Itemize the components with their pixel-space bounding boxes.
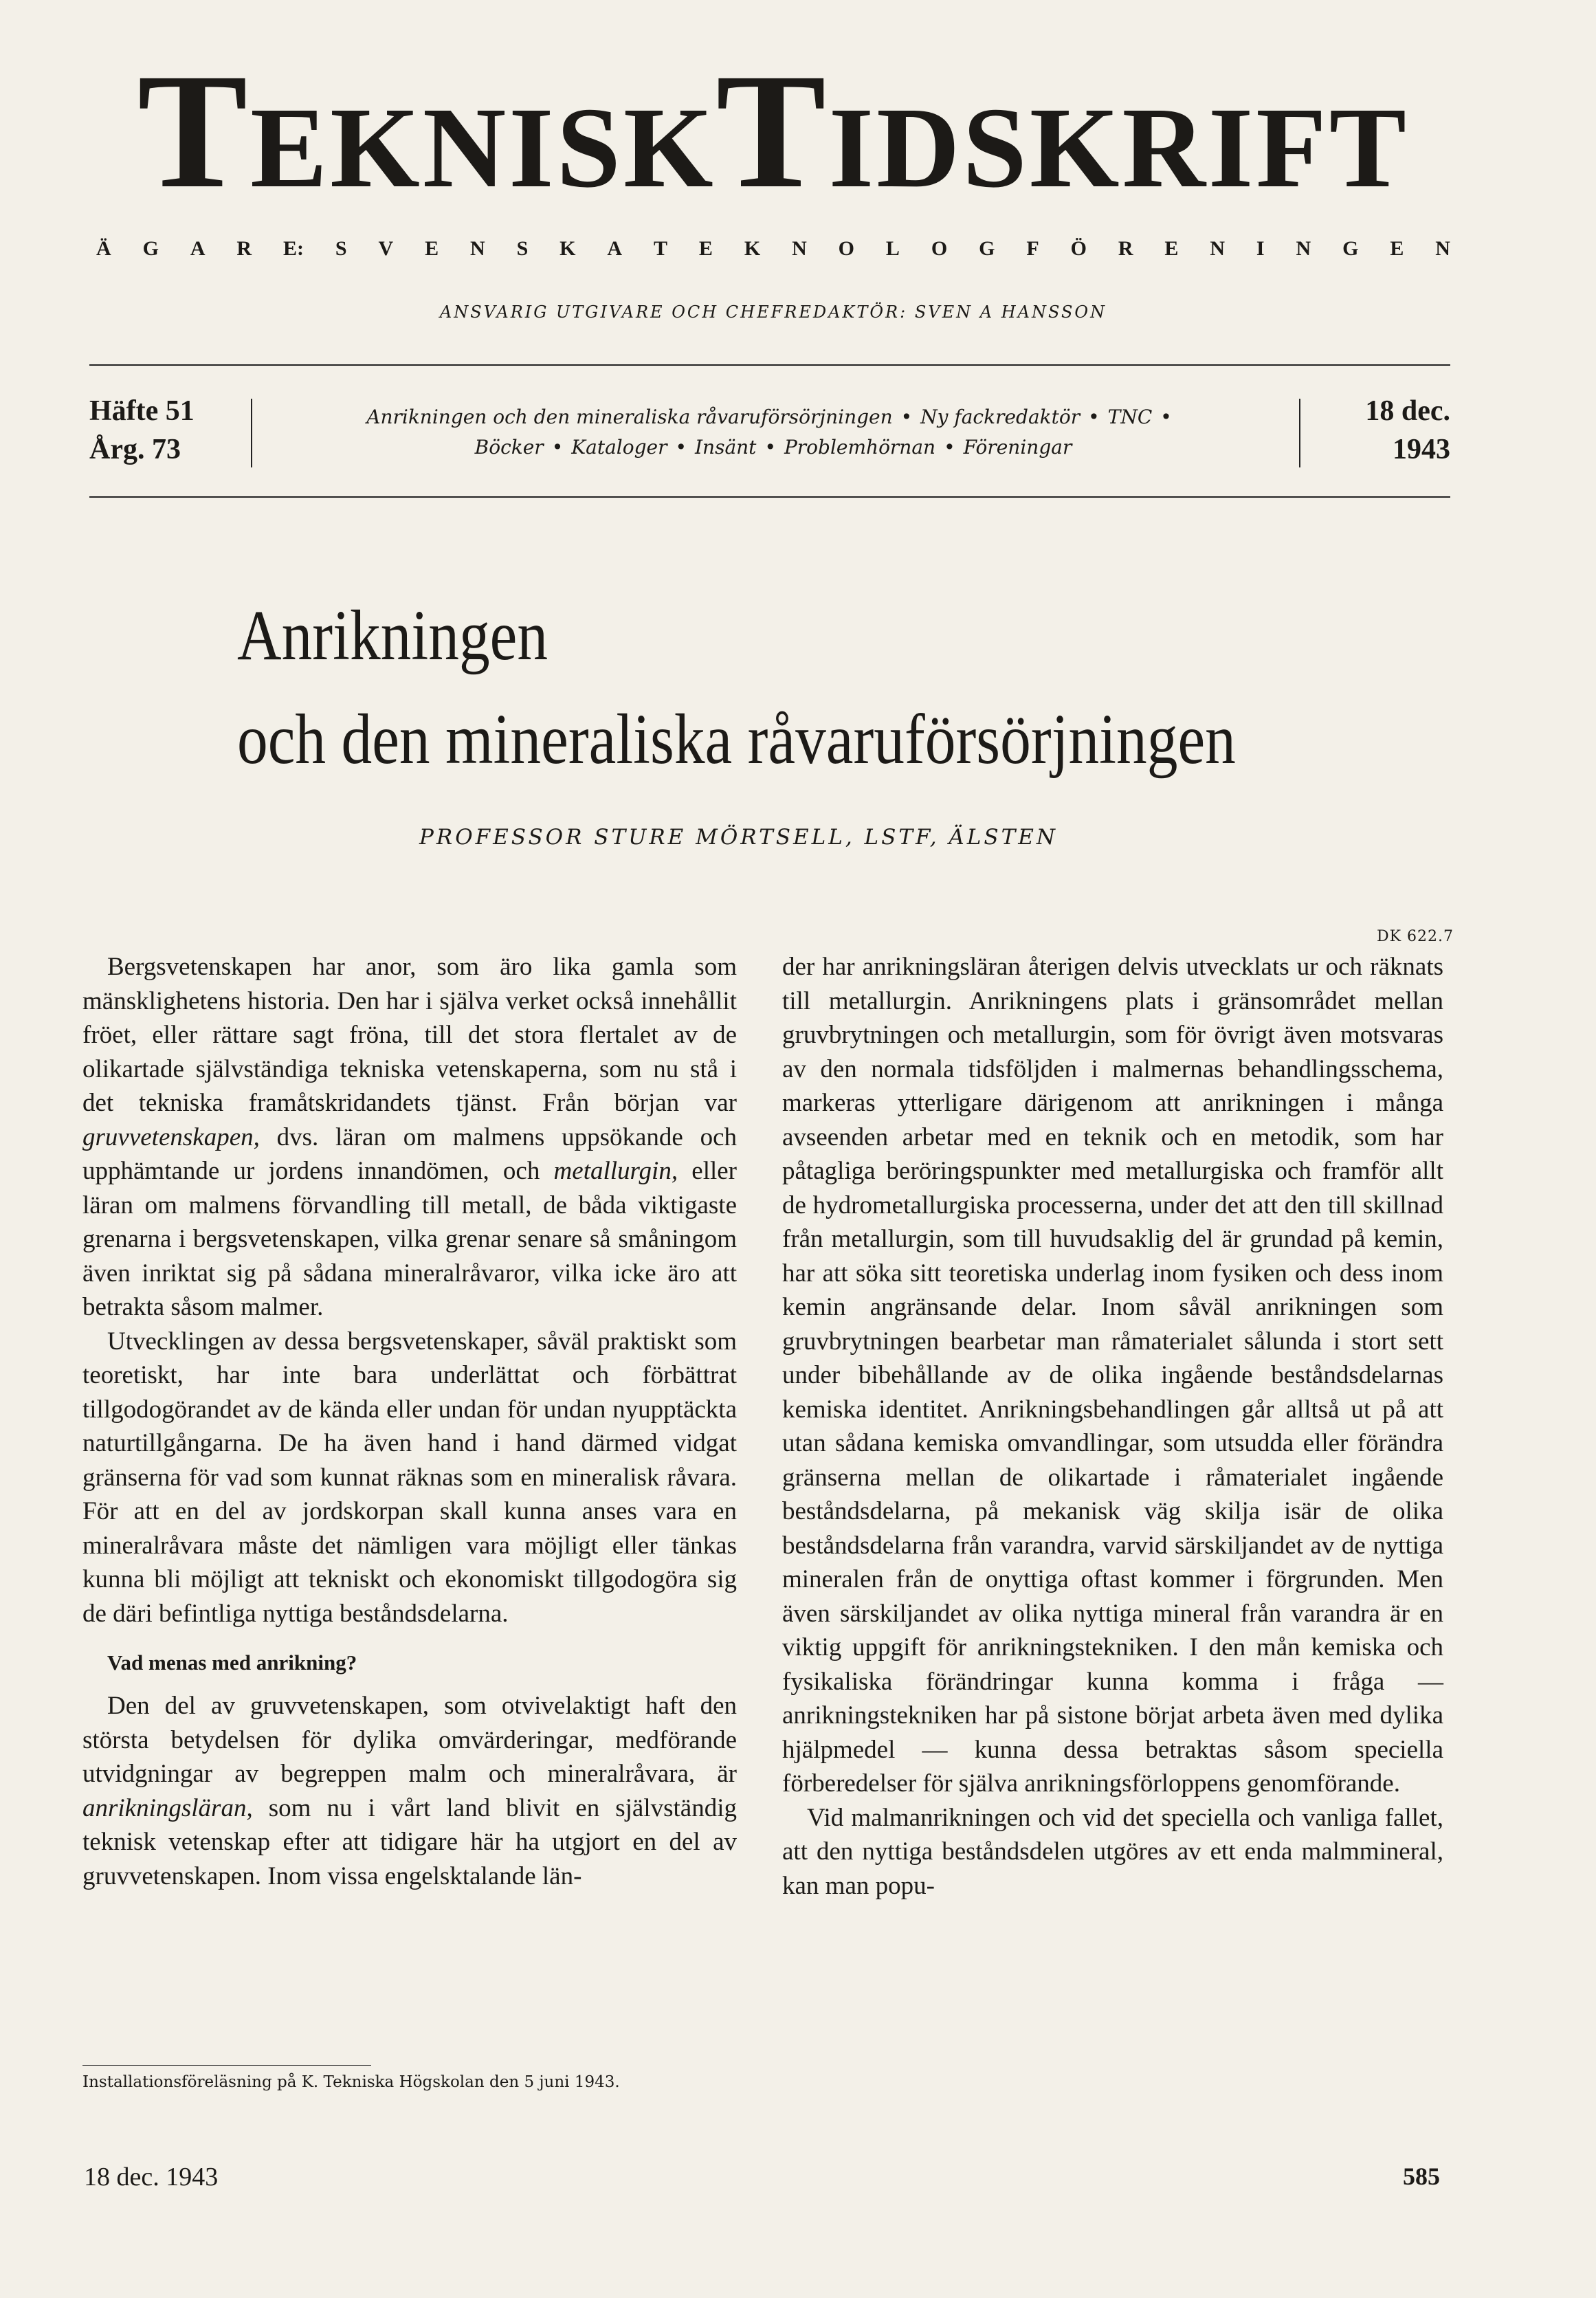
contents-item: Böcker: [474, 436, 544, 459]
header-divider-left: [251, 399, 252, 467]
column-right: [782, 950, 1443, 1903]
paragraph: Vid malmanrikningen och vid det speciella och vanliga fallet, att den nyttiga beståndsdelen utgöres av ett enda malmmineral, kan man popu-: [782, 1803, 1443, 1900]
owner-letter: N: [1210, 237, 1225, 260]
masthead-word-2: IDSKRIFT: [828, 84, 1409, 212]
bullet-separator: •: [900, 406, 913, 428]
masthead-word-1: EKNISK: [250, 84, 716, 212]
editor-line: ANSVARIG UTGIVARE OCH CHEFREDAKTÖR: SVEN A HANSSON: [439, 302, 1107, 322]
contents-item: Problemhörnan: [784, 436, 936, 459]
paragraph: Utvecklingen av dessa bergsvetenskaper, såväl praktiskt som teoretiskt, har inte bara underlättat och förbättrat tillgodogörandet av de kända eller undan för undan nyupptäckta naturtillgångarna. De ha även hand i hand därmed vidgat gränserna för vad som kunnat räknas som en mineralisk råvara. För att en del av jordskorpan skall kunna anses vara en mineralråvara måste det nämligen vara möjligt eller tänkas kunna bli möjligt att tekniskt och ekonomiskt tillgodogöra sig de däri befintliga nyttiga beståndsdelarna.: [82, 1327, 737, 1628]
owner-letter: G: [142, 237, 159, 260]
issue-info-left: [89, 392, 244, 469]
header-rule-top: [89, 364, 1450, 366]
article-title-line-1: Anrikningen: [237, 596, 548, 675]
owner-letter: I: [1256, 237, 1265, 260]
bullet-separator: •: [551, 436, 564, 459]
footnote: Installationsföreläsning på K. Tekniska Högskolan den 5 juni 1943.: [82, 2073, 620, 2091]
contents-item: Ny fackredaktör: [920, 406, 1080, 428]
column-left: [82, 950, 737, 1893]
issue-contents: [258, 402, 1289, 463]
page-number: 585: [1403, 2163, 1440, 2190]
header-rule-bottom: [89, 496, 1450, 498]
owner-letter: R: [236, 237, 252, 260]
dk-classification: DK 622.7: [1376, 928, 1454, 945]
owner-letter: V: [378, 237, 394, 260]
owner-letter: G: [979, 237, 995, 260]
owner-letter: R: [1118, 237, 1133, 260]
owner-letter: F: [1026, 237, 1039, 260]
owner-letter: N: [1435, 237, 1450, 260]
masthead-title: [96, 39, 1450, 222]
article-title: [237, 596, 1278, 780]
issue-info-right: [1327, 392, 1450, 469]
contents-line-2: [258, 432, 1289, 463]
owner-letter: A: [607, 237, 623, 260]
owner-letter: A: [190, 237, 206, 260]
footer-date: 18 dec. 1943: [84, 2163, 219, 2191]
issue-date: 18 dec.: [1365, 395, 1450, 427]
owner-letter: E: [1164, 237, 1179, 260]
owner-letter: T: [653, 237, 667, 260]
article-author: PROFESSOR STURE MÖRTSELL, LSTF, ÄLSTEN: [419, 825, 1059, 850]
masthead-initial-2: T: [716, 39, 829, 222]
contents-item: Anrikningen och den mineraliska råvaruförsörjningen: [366, 406, 893, 428]
owner-letter: E: [425, 237, 439, 260]
owner-letter: G: [1342, 237, 1359, 260]
issue-year-label: Årg. 73: [89, 434, 181, 465]
paragraph: der har anrikningsläran återigen delvis utvecklats ur och räknats till metallurgin. Anrikningens plats i gränsområdet mellan gruvbrytningen och metallurgin, som för övrigt även motsvaras av den normala tidsföljden i malmernas behandlingsschema, markeras ytterligare därigenom att anrikningen i många avseenden arbetar med en teknik och en metodik, som har påtagliga beröringspunkter med metallurgiska och framför allt de hydrometallurgiska processerna, under det att den till skillnad från metallurgin, som till huvudsaklig del är grundad på kemin, har att söka sitt teoretiska underlag inom fysiken och dess inom kemin angränsande delar. Inom såväl anrikningen som gruvbrytningen bearbetar man råmaterialet sålunda i stort sett under bibehållande av de olika ingående beståndsdelarnas kemiska identitet. Anrikningsbehandlingen går alltså ut på att utan sådana kemiska omvandlingar, som utsudda eller förändra gränserna mellan de olikartade i råmaterialet ingående beståndsdelarna, på mekanisk väg skilja isär de olika beståndsdelarna från varandra, varvid särskiljandet av de nyttiga mineralen från de onyttiga oftast kommer i förgrunden. Men även särskiljandet av olika nyttiga mineral från varandra är en viktig uppgift för anrikningstekniken. I den mån kemiska och fysikaliska förändringar kunna komma i fråga — anrikningstekniken har på sistone börjat arbeta även med dylika hjälpmedel — kunna dessa betraktas såsom speciella förberedelser för själva anrikningsförloppens genomförande.: [782, 953, 1443, 1798]
owner-letter: K: [744, 237, 761, 260]
owner-letter: E: [698, 237, 713, 260]
owner-letter: Ä: [96, 237, 111, 260]
bullet-separator: •: [1088, 406, 1100, 428]
contents-line-1: [258, 402, 1289, 432]
owner-letter: O: [931, 237, 948, 260]
owner-letter: E:: [282, 237, 304, 260]
contents-item: Föreningar: [963, 436, 1072, 459]
paragraph: Den del av gruvvetenskapen, som otvivelaktigt haft den största betydelsen för dylika omvärderingar, medförande utvidgningar av begreppen malm och mineralråvara, är anrikningsläran, som nu i vårt land blivit en självständig teknisk vetenskap efter att tidigare här ha utgjort en del av gruvvetenskapen. Inom vissa engelsktalande län-: [82, 1692, 737, 1890]
issue-number: Häfte 51: [89, 395, 195, 427]
owner-letter: S: [335, 237, 347, 260]
owner-letter: N: [469, 237, 485, 260]
owner-letter: K: [559, 237, 576, 260]
paragraph: Bergsvetenskapen har anor, som äro lika gamla som mänsklighetens historia. Den har i själva verket också innehållit fröet, eller rättare sagt fröna, till det stora flertalet av de olikartade självständiga tekniska vetenskaperna, som nu stå i det tekniska framåtskridandets tjänst. Från början var gruvvetenskapen, dvs. läran om malmens uppsökande och upphämtande ur jordens innandömen, och metallurgin, eller läran om malmens förvandling till metall, de båda viktigaste grenarna i bergsvetenskapen, vilka grenar senare så småningom även inriktat sig på sådana mineralråvaror, vilka icke äro att betrakta såsom malmer.: [82, 953, 737, 1321]
contents-item: Kataloger: [571, 436, 667, 459]
owner-letter: S: [516, 237, 529, 260]
owner-letter: N: [1296, 237, 1311, 260]
bullet-separator: •: [1160, 406, 1172, 428]
bullet-separator: •: [944, 436, 955, 459]
masthead-initial-1: T: [137, 39, 251, 222]
contents-item: Insänt: [694, 436, 757, 459]
footnote-rule: [82, 2065, 371, 2066]
bullet-separator: •: [764, 436, 776, 459]
owner-letter: E: [1390, 237, 1404, 260]
owner-letter: O: [838, 237, 854, 260]
issue-year: 1943: [1393, 434, 1450, 465]
bullet-separator: •: [675, 436, 687, 459]
article-title-line-2: och den mineraliska råvaruförsörjningen: [237, 700, 1236, 780]
header-divider-right: [1299, 399, 1300, 467]
contents-item: TNC: [1107, 406, 1153, 428]
owner-letter: L: [885, 237, 900, 260]
owner-line: [96, 237, 1450, 261]
section-heading: Vad menas med anrikning?: [107, 1650, 357, 1675]
owner-letter: N: [792, 237, 807, 260]
owner-letter: Ö: [1070, 237, 1087, 260]
